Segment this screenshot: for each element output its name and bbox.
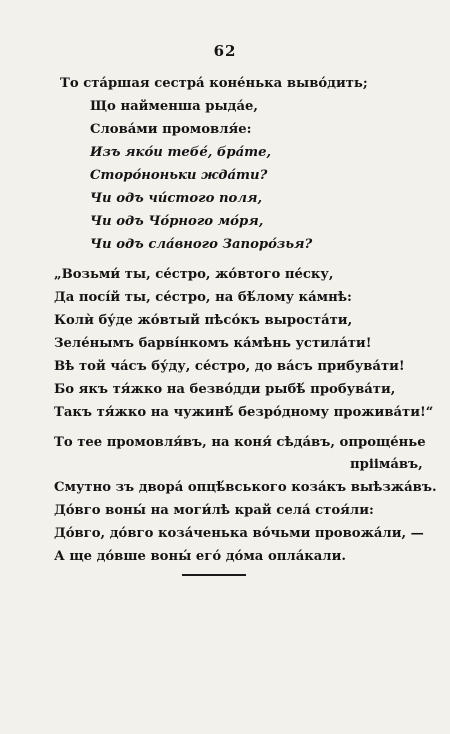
text-line: Чи одъ сла́вного Запоро́зья? xyxy=(90,237,313,252)
text-line: Да посі́й ты, се́стро, на бѣ́лому ка́мнѣ: xyxy=(54,290,352,305)
page-number: 62 xyxy=(213,42,237,60)
text-line: Изъ яко́и тебе́, бра́те, xyxy=(90,145,272,160)
section-divider xyxy=(182,574,246,576)
text-line: Чи одъ чи́стого поля, xyxy=(90,191,263,206)
text-line: Сторо́ноньки жда́ти? xyxy=(90,168,268,183)
text-line: Вѣ той ча́съ бу́ду, се́стро, до ва́съ прибува́ти! xyxy=(54,359,405,374)
text-line: То ста́ршая сестра́ коне́нька выво́дить; xyxy=(60,76,368,91)
text-line: Зеле́нымъ барві́нкомъ ка́мѣнь устила́ти! xyxy=(54,336,372,351)
text-line: Що найменша рыда́е, xyxy=(90,99,258,114)
text-line: До́вго воны́ на моги́лѣ край села́ стоя́ли: xyxy=(54,503,374,518)
text-line: Такъ тя́жко на чужинѣ́ безро́дному прожива́ти!“ xyxy=(54,405,434,420)
text-line: Смутно зъ двора́ опцѣ́вського коза́къ выѣзжа́въ. xyxy=(54,480,437,495)
text-line: Чи одъ Чо́рного мо́ря, xyxy=(90,214,264,229)
text-line: Колѝ бу́де жо́втый пѣсо́къ выроста́ти, xyxy=(54,313,353,328)
text-line: Слова́ми промовля́е: xyxy=(90,122,252,137)
text-line: До́вго, до́вго коза́ченька во́чьми провожа́ли, — xyxy=(54,526,424,541)
text-line: То тее промовля́въ, на коня́ сѣда́въ, опроще́нье xyxy=(54,435,426,450)
text-line: прііма́въ, xyxy=(350,457,423,472)
text-line: А ще до́вше воны́ его́ до́ма опла́кали. xyxy=(54,549,346,564)
text-line: Бо якъ тя́жко на безво́дди рыбѣ́ пробува́ти, xyxy=(54,382,396,397)
text-line: „Возьми́ ты, се́стро, жо́втого пе́ску, xyxy=(54,267,334,282)
